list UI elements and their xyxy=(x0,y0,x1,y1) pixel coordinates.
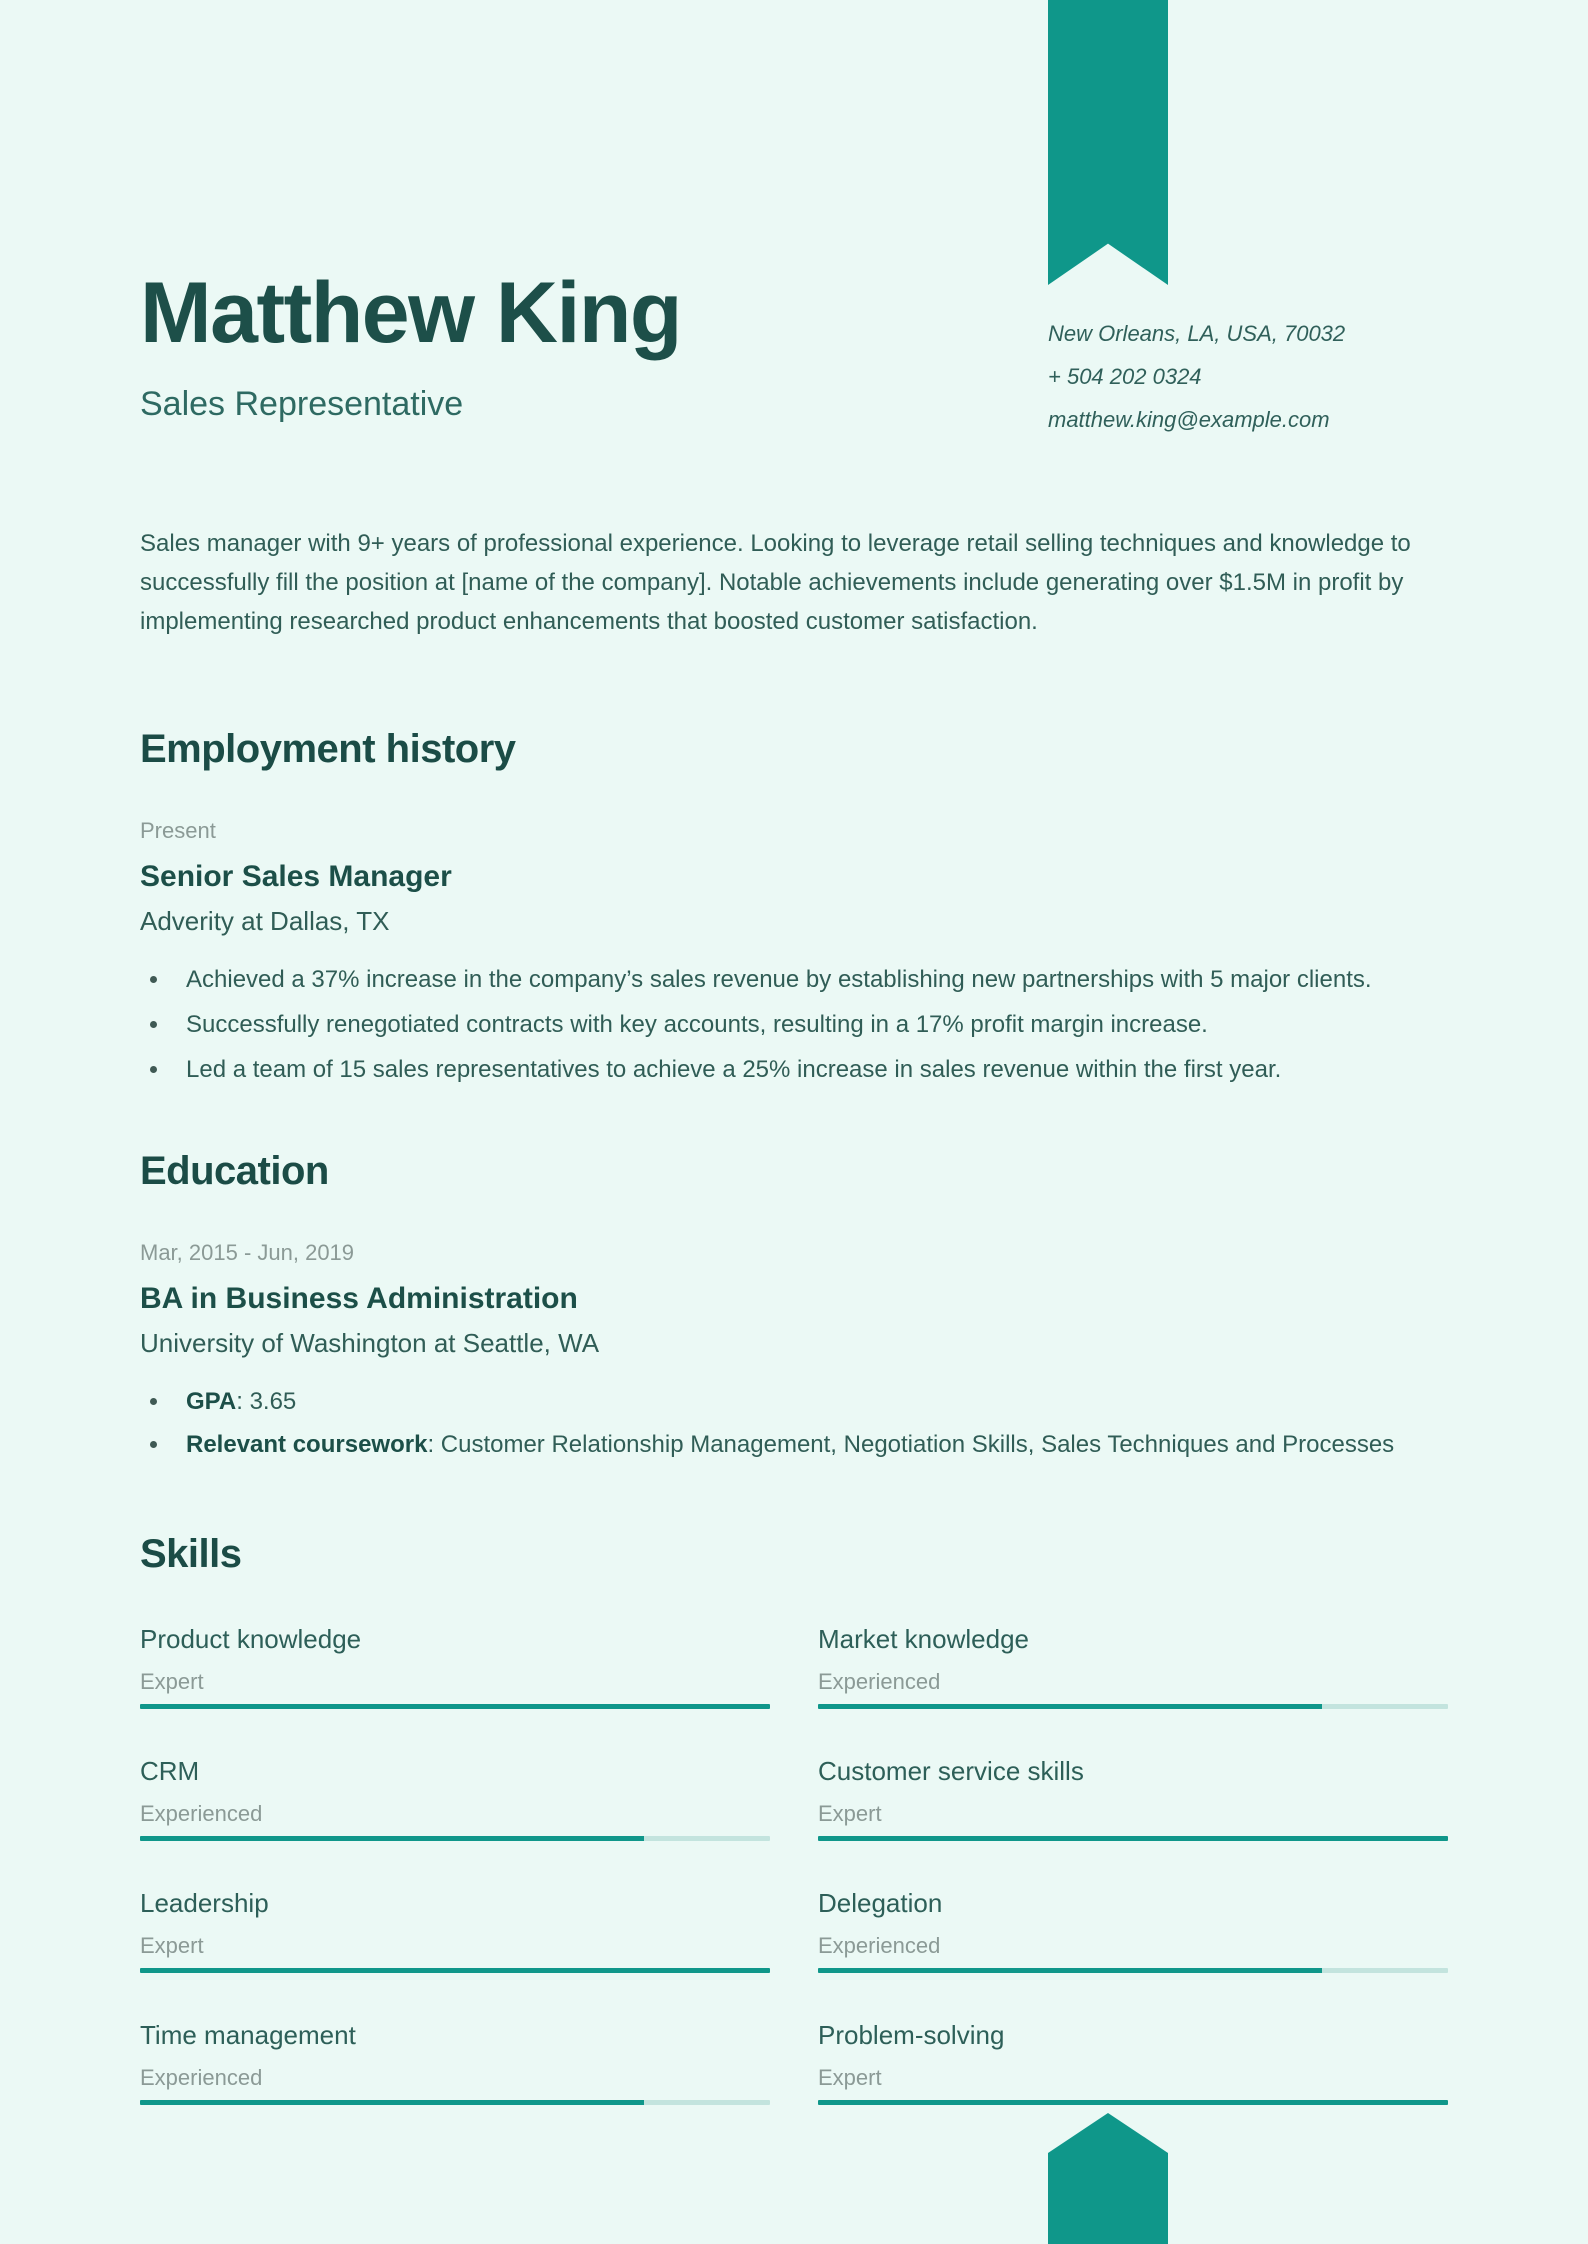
skill-bar xyxy=(140,1968,770,1973)
skill-name: Market knowledge xyxy=(818,1624,1029,1654)
skill-item xyxy=(140,2018,770,2105)
education-entry xyxy=(140,1239,1448,1460)
skill-bar xyxy=(818,1704,1448,1709)
skills-heading: Skills xyxy=(140,1532,242,1576)
skill-bar xyxy=(818,1836,1448,1841)
bullet-text: : 3.65 xyxy=(236,1388,297,1415)
bullet-item xyxy=(140,1387,1448,1417)
bullet-item: Successfully renegotiated contracts with key accounts, resulting in a 17% profit margin increase. xyxy=(140,1010,1448,1040)
bullet-label: Relevant coursework xyxy=(186,1431,428,1458)
bullet-item xyxy=(140,1430,1448,1460)
skill-bar-fill xyxy=(140,1968,770,1973)
skill-level: Expert xyxy=(818,2065,882,2090)
bullet-label: GPA xyxy=(186,1388,237,1415)
skill-level: Experienced xyxy=(818,1669,941,1694)
skill-name: Time management xyxy=(140,2020,356,2050)
skill-level: Experienced xyxy=(140,1801,263,1826)
employment-bullets xyxy=(140,965,1448,1085)
skill-bar-fill xyxy=(818,1968,1322,1973)
skill-name: CRM xyxy=(140,1756,200,1786)
skill-bar xyxy=(818,1968,1448,1973)
skill-level: Expert xyxy=(140,1669,204,1694)
skill-bar-fill xyxy=(818,1836,1448,1841)
contact-phone: + 504 202 0324 xyxy=(1048,364,1202,389)
education-heading: Education xyxy=(140,1149,329,1193)
skill-item xyxy=(818,2018,1448,2105)
bookmark-arrow-decoration xyxy=(1048,2113,1168,2244)
skill-item xyxy=(140,1886,770,1973)
skill-level: Experienced xyxy=(140,2065,263,2090)
skill-item xyxy=(818,1622,1448,1709)
entry-school: University of Washington at Seattle, WA xyxy=(140,1328,600,1358)
contact-location: New Orleans, LA, USA, 70032 xyxy=(1048,321,1346,346)
skill-name: Leadership xyxy=(140,1888,269,1918)
bullet-text: : Customer Relationship Management, Negotiation Skills, Sales Techniques and Processes xyxy=(427,1431,1395,1458)
skill-bar xyxy=(140,1704,770,1709)
skill-bar-fill xyxy=(818,2100,1448,2105)
bullet-item: Led a team of 15 sales representatives to achieve a 25% increase in sales revenue within the first year. xyxy=(140,1055,1448,1085)
skills-section xyxy=(140,1532,1448,2105)
contact-email: matthew.king@example.com xyxy=(1048,407,1330,432)
employment-heading: Employment history xyxy=(140,727,516,771)
bullet-item: Achieved a 37% increase in the company’s sales revenue by establishing new partnerships with 5 major clients. xyxy=(140,965,1448,995)
skill-bar xyxy=(140,2100,770,2105)
summary-text: Sales manager with 9+ years of professional experience. Looking to leverage retail selling techniques and knowledge to successfully fill the position at [name of the company]. Notable achievements include generating over $1.5M in profit by implementing researched product enhancements that boosted customer satisfaction. xyxy=(140,530,1411,635)
skill-item xyxy=(140,1622,770,1709)
entry-role: Senior Sales Manager xyxy=(140,860,452,893)
entry-degree: BA in Business Administration xyxy=(140,1282,578,1315)
skill-name: Delegation xyxy=(818,1888,943,1918)
entry-date: Mar, 2015 - Jun, 2019 xyxy=(140,1240,355,1265)
education-section xyxy=(140,1149,1448,1460)
skill-name: Product knowledge xyxy=(140,1624,362,1654)
skill-item xyxy=(818,1886,1448,1973)
education-bullets xyxy=(140,1387,1448,1460)
skill-bar-fill xyxy=(140,1836,644,1841)
skill-bar xyxy=(140,1836,770,1841)
skill-item xyxy=(140,1754,770,1841)
skill-item xyxy=(818,1754,1448,1841)
skill-name: Problem-solving xyxy=(818,2020,1005,2050)
skill-bar-fill xyxy=(140,2100,644,2105)
entry-employer: Adverity at Dallas, TX xyxy=(140,906,390,936)
employment-section xyxy=(140,727,1448,1085)
skill-level: Experienced xyxy=(818,1933,941,1958)
resume-header xyxy=(140,0,1448,432)
entry-date: Present xyxy=(140,818,216,843)
employment-entry xyxy=(140,817,1448,1085)
contact-info xyxy=(1048,312,1345,441)
skill-bar-fill xyxy=(818,1704,1322,1709)
candidate-name: Matthew King xyxy=(140,265,681,361)
job-title: Sales Representative xyxy=(140,385,464,423)
skill-bar xyxy=(818,2100,1448,2105)
skill-bar-fill xyxy=(140,1704,770,1709)
skill-level: Expert xyxy=(818,1801,882,1826)
skill-name: Customer service skills xyxy=(818,1756,1084,1786)
skills-grid xyxy=(140,1622,1448,2105)
skill-level: Expert xyxy=(140,1933,204,1958)
